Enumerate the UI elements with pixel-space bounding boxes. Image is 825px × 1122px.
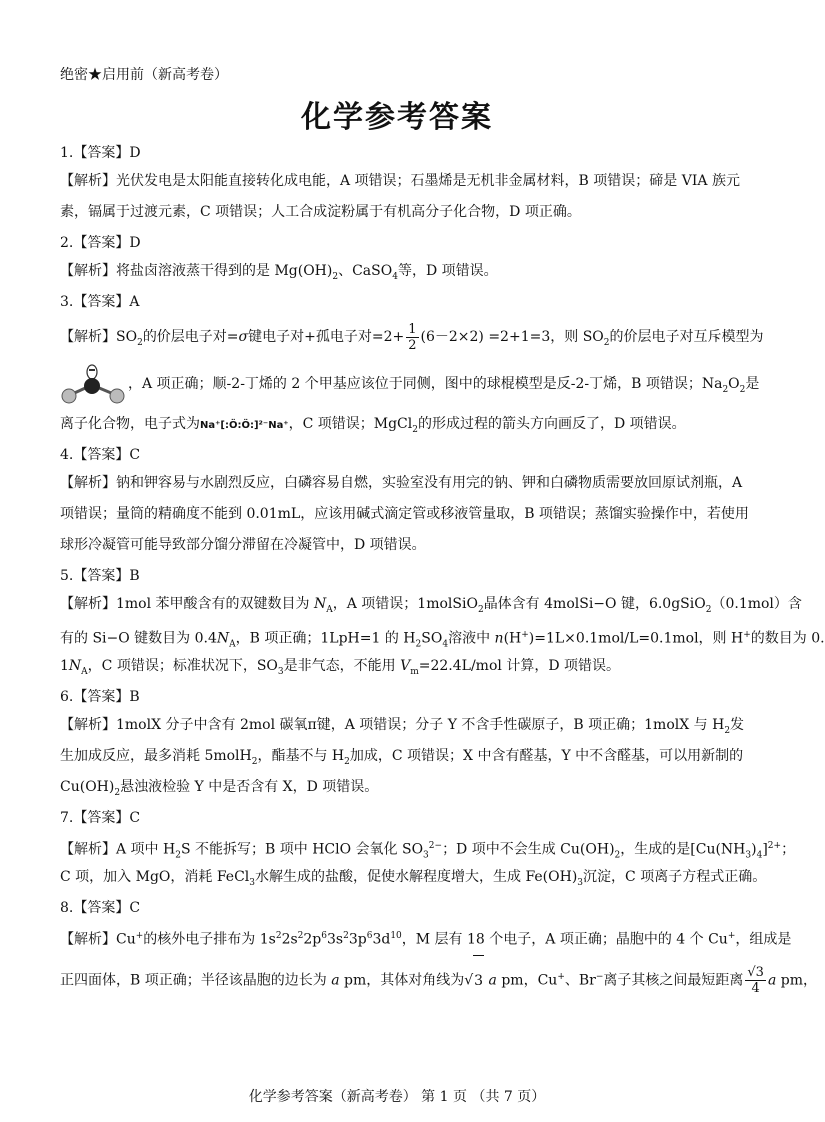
- fraction-denominator: 4: [751, 981, 760, 997]
- subscript: 2: [344, 756, 350, 767]
- superscript: 6: [321, 931, 327, 941]
- fraction: [406, 322, 418, 353]
- text-run: ，C 项错误；标准状况下，SO: [87, 658, 278, 674]
- subscript: 2: [722, 384, 729, 395]
- text-run: 沉淀，C 项离子方程式正确。: [583, 869, 767, 885]
- text-run: ；: [781, 841, 796, 858]
- explanation-2: [60, 256, 736, 287]
- text-run: 3s: [327, 931, 344, 948]
- edge-length-symbol: a: [331, 972, 340, 989]
- explanation-4-line-1: 【解析】钠和钾容易与水剧烈反应，白磷容易自燃，实验室没有用完的钠、钾和白磷物质需要放回原试剂瓶，A: [60, 475, 743, 491]
- explanation-6-line-1: [60, 710, 745, 741]
- superscript: +: [521, 630, 529, 640]
- explanation-1: [60, 166, 740, 228]
- fraction-denominator: 2: [408, 337, 417, 353]
- superscript: 2: [297, 931, 304, 941]
- explanation-1-line-2: 素，镉属于过渡元素，C 项错误；人工合成淀粉属于有机高分子化合物，D 项正确。: [60, 204, 581, 220]
- lewis-structure: Na⁺[:Ö:Ö:]²⁻Na⁺: [200, 420, 289, 431]
- answer-8: 8.【答案】C: [60, 900, 141, 916]
- subscript: 2: [739, 384, 746, 395]
- explanation-2-line-1: [60, 256, 736, 287]
- text-run: 发: [730, 717, 745, 733]
- text-run: 等，D 项错误。: [397, 263, 498, 279]
- answer-6: 6.【答案】B: [60, 689, 140, 705]
- text-run: ，酯基不与 H: [257, 748, 345, 764]
- explanation-6-line-2: [60, 741, 744, 772]
- subscript: A: [326, 604, 333, 615]
- text-run: ，生成的是[Cu(NH: [620, 841, 746, 858]
- explanation-3-line-2: [60, 359, 760, 409]
- superscript: 2: [343, 931, 349, 941]
- subscript: 2: [114, 787, 121, 798]
- text-run: 3p: [348, 931, 367, 948]
- fraction: [745, 965, 766, 996]
- sqrt-radicand: 3: [473, 955, 484, 1006]
- answer-2: 2.【答案】D: [60, 235, 141, 251]
- text-run: 的数目为 0.: [750, 630, 825, 647]
- superscript: 2−: [428, 841, 443, 851]
- text-run: Cu(OH): [60, 779, 115, 795]
- text-run: 键电子对+孤电子对=2+: [248, 329, 405, 345]
- text-run: ): [751, 841, 757, 858]
- text-run: ，M 层有 18 个电子，A 项正确；晶胞中的 4 个 Cu: [401, 931, 728, 948]
- text-run: ]: [762, 841, 768, 858]
- text-run: 【解析】SO: [60, 329, 138, 345]
- text-run: pm，: [776, 972, 817, 989]
- subscript: 2: [137, 337, 143, 348]
- text-run: 离子化合物，电子式为: [60, 416, 200, 432]
- answer-7: 7.【答案】C: [60, 810, 141, 826]
- explanation-8: [60, 921, 792, 952]
- explanation-4-line-2: 项错误；量筒的精确度不能到 0.01mL，应该用碱式滴定管或移液管量取，B 项错误；蒸馏实验操作中，若使用: [60, 506, 749, 522]
- answer-1: 1.【答案】D: [60, 145, 141, 161]
- text-run: )=1L×0.1mol/L=0.1mol，则 H: [528, 630, 744, 647]
- text-run: O: [728, 376, 740, 392]
- superscript: +: [135, 931, 144, 941]
- edge-length-symbol: a: [767, 972, 777, 989]
- answers-body: [60, 138, 825, 1002]
- text-run: 悬浊液检验 Y 中是否含有 X，D 项错误。: [120, 779, 379, 795]
- superscript: 2+: [767, 841, 782, 851]
- explanation-5-line-2: [60, 620, 825, 651]
- text-run: 2p: [303, 931, 322, 948]
- explanation-5: [60, 589, 825, 682]
- subscript: 3: [577, 877, 584, 888]
- text-run: 、Br: [564, 972, 596, 989]
- superscript: −: [595, 972, 604, 982]
- subscript: A: [229, 639, 236, 650]
- text-run: (H: [503, 630, 522, 647]
- text-run: ，组成是: [735, 931, 792, 948]
- amount-symbol: n: [494, 630, 504, 647]
- text-run: 【解析】A 项中 H: [60, 841, 176, 858]
- superscript: 6: [366, 931, 373, 941]
- text-run: ；D 项中不会生成 Cu(OH): [442, 841, 615, 858]
- text-run: 的价层电子对互斥模型为: [609, 329, 764, 345]
- text-run: 3d: [372, 931, 391, 948]
- subscript: 3: [745, 850, 752, 861]
- fraction-numerator: √3: [747, 965, 764, 981]
- text-run: SO: [421, 630, 443, 647]
- explanation-6: [60, 710, 745, 803]
- explanation-8-line-2: [60, 952, 817, 1002]
- text-run: pm，Cu: [496, 972, 558, 989]
- text-run: 【解析】1molX 分子中含有 2mol 碳氧π键，A 项错误；分子 Y 不含手性碳原子，B 项正确；1molX 与 H: [60, 717, 725, 733]
- explanation-6-line-3: [60, 772, 736, 803]
- text-run: 【解析】Cu: [60, 931, 136, 948]
- subscript: 4: [392, 271, 398, 282]
- text-run: 的形成过程的箭头方向画反了，D 项错误。: [417, 416, 686, 432]
- explanation-5-line-1: [60, 589, 802, 620]
- text-run: ，A 项正确；顺-2-丁烯的 2 个甲基应该位于同侧，图中的球棍模型是反-2-丁烯，B 项错误；Na: [128, 376, 723, 392]
- confidential-label: 绝密★启用前（新高考卷）: [60, 67, 228, 83]
- text-run: 2s: [281, 931, 298, 948]
- subscript: m: [410, 666, 419, 677]
- text-run: 生加成反应，最多消耗 5molH: [60, 748, 252, 764]
- text-run: 、CaSO: [338, 263, 393, 279]
- text-run: 的核外电子排布为 1s: [143, 931, 276, 948]
- superscript: +: [727, 931, 736, 941]
- subscript: A: [81, 666, 88, 677]
- explanation-8-line-1: [60, 921, 792, 952]
- text-run: ，A 项错误；1molSiO: [332, 596, 478, 612]
- answer-4: 4.【答案】C: [60, 447, 141, 463]
- superscript: +: [557, 972, 565, 982]
- subscript: 2: [603, 337, 610, 348]
- subscript: 2: [332, 271, 339, 282]
- answer-3: 3.【答案】A: [60, 294, 140, 310]
- sigma-symbol: σ: [238, 329, 249, 345]
- text-run: 溶液中: [448, 630, 495, 647]
- explanation-1-line-1: 【解析】光伏发电是太阳能直接转化成电能，A 项错误；石墨烯是无机非金属材料，B 项错误；碲是 VIA 族元: [60, 173, 740, 189]
- text-run: 水解生成的盐酸，促使水解程度增大，生成 Fe(OH): [255, 869, 578, 885]
- text-run: ，B 项正确；1LpH=1 的 H: [235, 630, 416, 647]
- molar-volume-symbol: V: [400, 658, 411, 674]
- page-title: 化学参考答案: [301, 100, 493, 135]
- superscript: +: [743, 630, 751, 640]
- text-run: 1: [60, 658, 69, 674]
- text-run: 晶体含有 4molSi−O 键，6.0gSiO: [483, 596, 706, 612]
- edge-length-symbol: a: [488, 972, 497, 989]
- explanation-4: [60, 468, 749, 561]
- text-run: 加成，C 项错误；X 中含有醛基，Y 中不含醛基，可以用新制的: [349, 748, 744, 764]
- text-run: 【解析】将盐卤溶液蒸干得到的是 Mg(OH): [60, 263, 333, 279]
- subscript: 2: [705, 604, 712, 615]
- explanation-3: [60, 409, 736, 440]
- text-run: 有的 Si−O 键数目为 0.4: [60, 630, 217, 647]
- text-run: S 不能拆写；B 项中 HClO 会氧化 SO: [180, 841, 424, 858]
- subscript: 2: [412, 424, 418, 435]
- subscript: 2: [415, 639, 422, 650]
- explanation-7: [60, 831, 796, 893]
- subscript: 3: [277, 666, 284, 677]
- subscript: 2: [251, 756, 258, 767]
- superscript: 2: [275, 931, 282, 941]
- vsepr-model-image: [60, 363, 126, 405]
- subscript: 4: [442, 639, 449, 650]
- text-run: 【解析】1mol 苯甲酸含有的双键数目为: [60, 596, 314, 612]
- subscript: 2: [724, 725, 731, 736]
- subscript: 2: [477, 604, 484, 615]
- answer-5: 5.【答案】B: [60, 568, 140, 584]
- text-run: 离子其核之间最短距离: [603, 972, 744, 989]
- subscript: 4: [756, 850, 763, 861]
- superscript: 10: [390, 931, 402, 941]
- fraction-numerator: 1: [408, 321, 417, 337]
- explanation-5-line-3: [60, 651, 736, 682]
- text-run: 是: [745, 376, 760, 392]
- explanation-4-line-3: 球形冷凝管可能导致部分馏分滞留在冷凝管中，D 项错误。: [60, 537, 426, 553]
- text-run: 是非气态，不能用: [283, 658, 401, 674]
- avogadro-symbol: N: [68, 658, 82, 674]
- avogadro-symbol: N: [314, 596, 327, 612]
- explanation-7-line-2: [60, 862, 767, 893]
- text-run: (6－2×2) =2+1=3，则 SO: [420, 329, 604, 345]
- text-run: （0.1mol）含: [711, 596, 802, 612]
- subscript: 2: [614, 850, 621, 861]
- text-run: 正四面体，B 项正确；半径该晶胞的边长为: [60, 972, 332, 989]
- text-run: pm，其体对角线为: [339, 972, 465, 989]
- text-run: ，C 项错误；MgCl: [288, 416, 413, 432]
- avogadro-symbol: N: [216, 630, 230, 647]
- subscript: 3: [423, 850, 429, 861]
- text-run: 的价层电子对=: [142, 329, 239, 345]
- subscript: 2: [175, 850, 181, 861]
- explanation-3-line-1: [60, 315, 764, 359]
- subscript: 3: [249, 877, 255, 888]
- sqrt-symbol: √: [464, 972, 474, 989]
- text-run: =22.4L/mol 计算，D 项错误。: [418, 658, 620, 674]
- text-run: C 项，加入 MgO，消耗 FeCl: [60, 869, 250, 885]
- explanation-7-line-1: [60, 831, 796, 862]
- page-footer: 化学参考答案（新高考卷） 第 1 页 （共 7 页）: [248, 1089, 546, 1105]
- explanation-3-line-3: [60, 409, 736, 440]
